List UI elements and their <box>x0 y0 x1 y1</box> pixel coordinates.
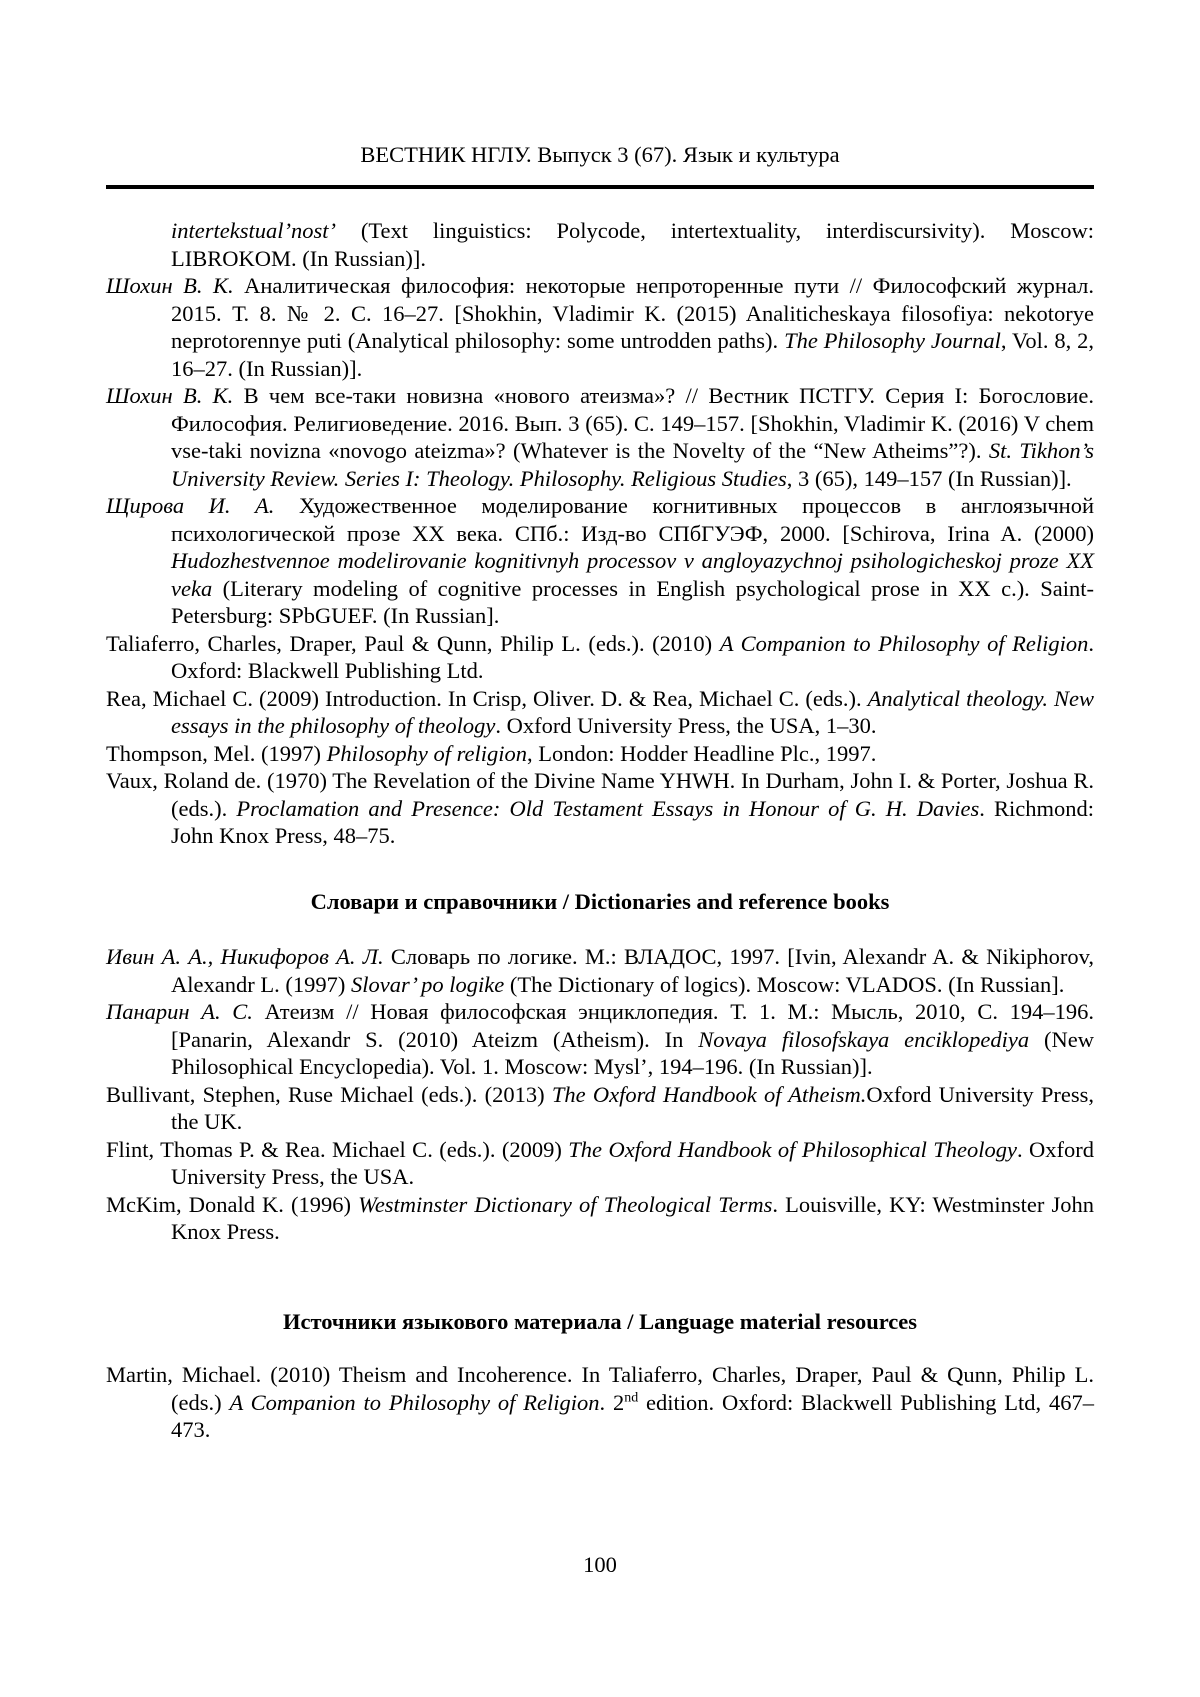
reference-run: , London: Hodder Headline Plc., 1997. <box>527 740 877 766</box>
reference-run: Bullivant, Stephen, Ruse Michael (eds.). (2013) <box>106 1081 552 1107</box>
reference-run: Словарь по логике. М.: ВЛАДОС, 1997. [Ivin, Alexandr A. & Nikiphorov, Alexandr L. (1997) <box>171 944 1094 997</box>
reference-run: Атеизм // Новая философская энциклопедия. Т. 1. М.: Мысль, 2010, С. 194–196. [Panarin, Alexandr S. (2010) Ateizm (Atheism). In <box>171 999 1095 1052</box>
reference-run: (New Philosophical Encyclopedia). Vol. 1. Moscow: Mysl’, 194–196. (In Russian)]. <box>171 1026 1094 1079</box>
section-heading: Словари и справочники / Dictionaries and reference books <box>310 888 890 914</box>
reference-run-italic: St. Tikhon’s University Review. Series I: Theology. Philosophy. Religious Studies <box>171 438 1094 491</box>
references-list <box>106 217 1094 1444</box>
reference-entry <box>106 1191 1094 1246</box>
reference-entry <box>106 382 1094 492</box>
reference-run: (Literary modeling of cognitive processes in English psychological prose in XX c.). Saint-Petersburg: SPbGUEF. (In Russian]. <box>171 575 1094 628</box>
reference-run: McKim, Donald K. (1996) <box>106 1191 359 1217</box>
reference-run-superscript: nd <box>624 1390 639 1405</box>
reference-run: . 2 <box>599 1389 625 1415</box>
reference-run: . Oxford University Press, the USA, 1–30. <box>495 713 877 738</box>
reference-run: Taliaferro, Charles, Draper, Paul & Qunn, Philip L. (eds.). (2010) <box>106 630 720 656</box>
reference-run-italic: Шохин В. К. <box>106 383 234 408</box>
reference-run: (The Dictionary of logics). Moscow: VLADOS. (In Russian]. <box>504 971 1065 997</box>
section-heading: Источники языкового материала / Language material resources <box>282 1308 918 1334</box>
reference-entry <box>106 998 1094 1081</box>
reference-run: , 3 (65), 149–157 (In Russian)]. <box>786 465 1072 491</box>
reference-run: Oxford University Press, the UK. <box>171 1081 1095 1134</box>
reference-run: . Oxford University Press, the USA. <box>171 1136 1095 1189</box>
reference-run: . Richmond: John Knox Press, 48–75. <box>171 795 1094 848</box>
page-number: 100 <box>583 1552 617 1577</box>
reference-run-italic: Hudozhestvennoe modelirovanie kognitivnyh processov v angloyazychnoj psihologicheskoj proze XX veka <box>171 548 1094 601</box>
reference-entry <box>106 1361 1094 1444</box>
reference-entry <box>106 272 1094 382</box>
reference-run-italic: Westminster Dictionary of Theological Terms <box>358 1191 773 1217</box>
reference-entry <box>106 1081 1094 1136</box>
reference-run: Аналитическая философия: некоторые непроторенные пути // Философский журнал. 2015. Т. 8. № 2. С. 16–27. [Shokhin, Vladimir K. (2015) Analiticheskaya filosofiya: nekotorye neprotorennye puti (Analytical philosophy: some untrodden paths). <box>171 273 1094 353</box>
running-head: ВЕСТНИК НГЛУ. Выпуск 3 (67). Язык и культура <box>360 142 840 167</box>
reference-run: edition. Oxford: Blackwell Publishing Ltd, 467–473. <box>171 1389 1095 1442</box>
reference-entry <box>106 767 1094 850</box>
reference-run-italic: Щирова И. А. <box>106 493 275 518</box>
reference-entry <box>106 492 1094 630</box>
reference-run-italic: Philosophy of religion <box>326 740 528 766</box>
reference-run-italic: Панарин А. С. <box>106 999 253 1024</box>
section-dictionaries <box>106 888 1094 1246</box>
reference-entry <box>106 217 1094 272</box>
reference-run-italic: The Oxford Handbook of Philosophical Theology <box>568 1136 1017 1162</box>
reference-run-italic: A Companion to Philosophy of Religion <box>229 1389 600 1415</box>
reference-entry <box>106 740 1094 768</box>
section-references-continued <box>106 217 1094 850</box>
reference-run: . Oxford: Blackwell Publishing Ltd. <box>171 630 1094 683</box>
reference-run-italic: The Philosophy Journal <box>784 328 1001 353</box>
header-rule <box>106 185 1094 189</box>
reference-run: Thompson, Mel. (1997) <box>106 740 327 766</box>
reference-run-italic: intertekstual’nost’ <box>171 218 336 243</box>
reference-run-italic: A Companion to Philosophy of Religion <box>719 630 1089 656</box>
reference-entry <box>106 943 1094 998</box>
reference-run: Vaux, Roland de. (1970) The Revelation of the Divine Name YHWH. In Durham, John I. & Porter, Joshua R. (eds.). <box>106 768 1094 821</box>
reference-run-italic: Ивин А. А., Никифоров А. Л. <box>106 944 384 969</box>
reference-run-italic: Novaya filosofskaya enciklopediya <box>698 1026 1030 1052</box>
section-language-sources <box>106 1308 1094 1444</box>
reference-entry <box>106 1136 1094 1191</box>
reference-run-italic: Slovar’ po logike <box>350 971 505 997</box>
reference-run-italic: Шохин В. К. <box>106 273 234 298</box>
reference-entry <box>106 630 1094 685</box>
reference-run: В чем все-таки новизна «нового атеизма»? // Вестник ПСТГУ. Серия I: Богословие. Философия. Религиоведение. 2016. Вып. 3 (65). С. 149–157. [Shokhin, Vladimir K. (2016) V chem vse-taki novizna «novogo ateizma»? (Whatever is the Novelty of the “New Atheims”?). <box>171 383 1094 463</box>
reference-run: Rea, Michael C. (2009) Introduction. In Crisp, Oliver. D. & Rea, Michael C. (eds.). <box>106 685 868 711</box>
reference-run: Flint, Thomas P. & Rea. Michael C. (eds.). (2009) <box>106 1136 569 1162</box>
reference-run: (Text linguistics: Polycode, intertextuality, interdiscursivity). Moscow: LIBROKOM. (In Russian)]. <box>171 218 1094 271</box>
reference-entry <box>106 685 1094 740</box>
reference-run: Художественное моделирование когнитивных процессов в англоязычной психологической прозе XX века. СПб.: Изд-во СПбГУЭФ, 2000. [Schirova, Irina A. (2000) <box>171 493 1095 546</box>
reference-run: , Vol. 8, 2, 16–27. (In Russian)]. <box>171 328 1095 381</box>
reference-run: . Louisville, KY: Westminster John Knox Press. <box>171 1191 1095 1244</box>
reference-run-italic: The Oxford Handbook of Atheism. <box>551 1081 867 1107</box>
reference-run: Martin, Michael. (2010) Theism and Incoherence. In Taliaferro, Charles, Draper, Paul & Qunn, Philip L. (eds.) <box>106 1362 1094 1415</box>
reference-run-italic: Analytical theology. New essays in the philosophy of theology <box>171 685 1094 738</box>
reference-run-italic: Proclamation and Presence: Old Testament Essays in Honour of G. H. Davies <box>236 795 980 821</box>
